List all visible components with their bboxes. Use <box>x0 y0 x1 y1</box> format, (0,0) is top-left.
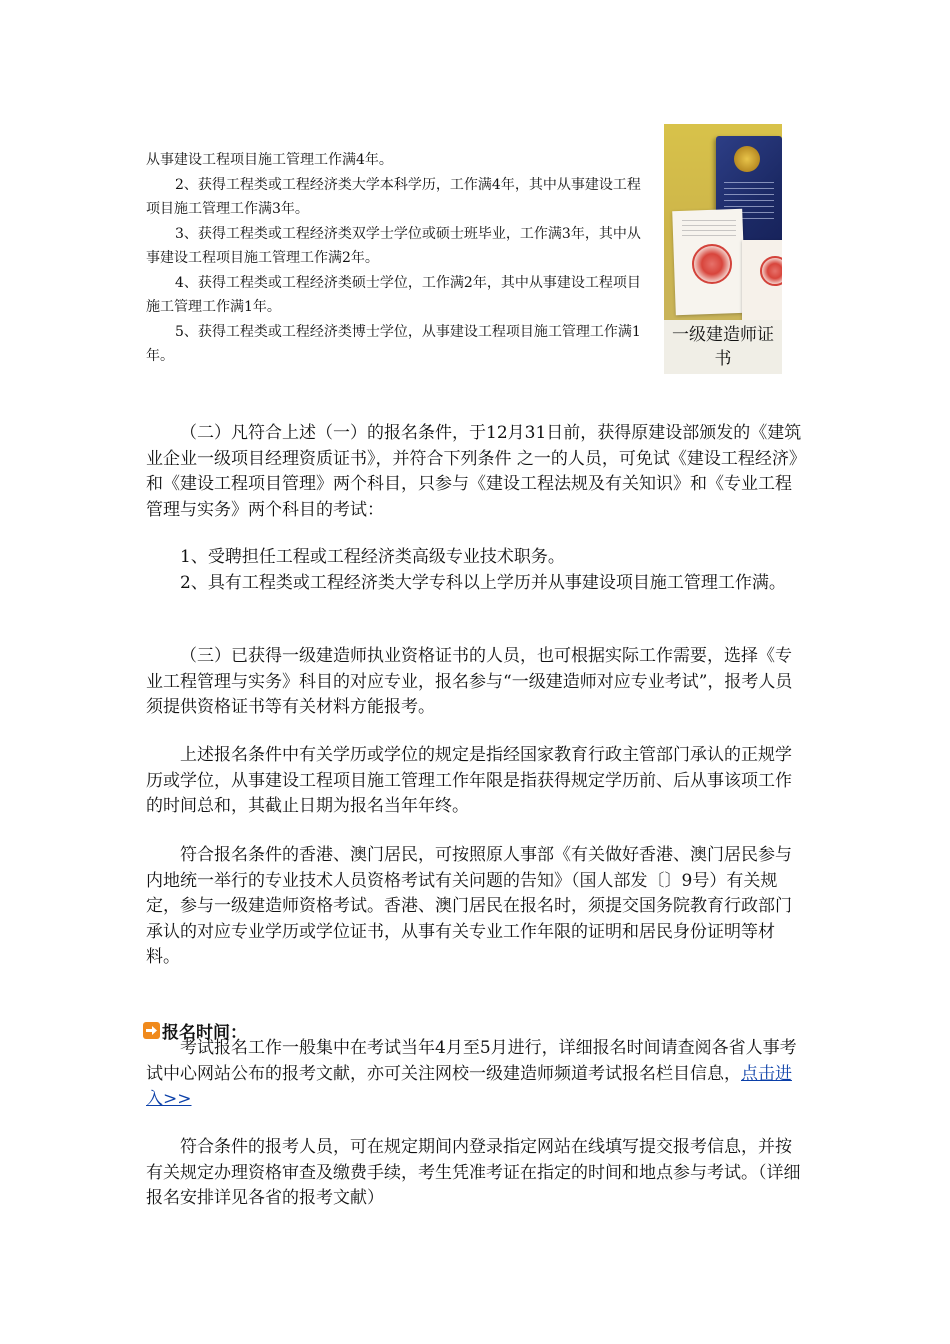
exemption-item-1: 1、受聘担任工程或工程经济类高级专业技术职务。 <box>180 547 565 567</box>
click-enter-link[interactable]: 点击进入>> <box>146 1063 792 1109</box>
red-seal-icon-2 <box>760 256 782 286</box>
certificate-photo-box <box>664 124 782 374</box>
hk-macau-paragraph: 符合报名条件的香港、澳门居民，可按照原人事部《有关做好香港、澳门居民参与内地统一举行的专业技术人员资格考试有关问题的告知》（国人部发〔〕9号）有关规定，参与一级建造师资格考试。香港、澳门居民在报名时，须提交国务院教育行政部门承认的对应专业学历或学位证书，从事有关专业工作年限的证明和居民身份证明等材料。 <box>146 845 792 967</box>
qualification-list <box>146 148 642 369</box>
certificate-photo <box>664 124 782 320</box>
degree-definition-paragraph: 上述报名条件中有关学历或学位的规定是指经国家教育行政主管部门承认的正规学历或学位，从事建设工程项目施工管理工作年限是指获得规定学历前、后从事该项工作的时间总和，其截止日期为报名当年年终。 <box>146 745 792 816</box>
list-item-double-degree: 3、获得工程类或工程经济类双学士学位或硕士班毕业，工作满3年，其中从事建设工程项目施工管理工作满2年。 <box>146 225 641 266</box>
list-item-doctor: 5、获得工程类或工程经济类博士学位，从事建设工程项目施工管理工作满1年。 <box>146 323 641 364</box>
registration-heading-text: 报名时间： <box>162 1023 247 1043</box>
list-item-continuation: 从事建设工程项目施工管理工作满4年。 <box>146 152 393 168</box>
list-item-master: 4、获得工程类或工程经济类硕士学位，工作满2年，其中从事建设工程项目施工管理工作满1年。 <box>146 274 641 315</box>
exemption-paragraph: （二）凡符合上述（一）的报名条件，于12月31日前，获得原建设部颁发的《建筑业企业一级项目经理资质证书》，并符合下列条件 之一的人员，可免试《建设工程经济》和《建设工程项目管理》两个科目，只参与《建设工程法规及有关知识》和《专业工程管理与实务》两个科目的考试： <box>146 423 806 520</box>
third-condition-paragraph: （三）已获得一级建造师执业资格证书的人员，也可根据实际工作需要，选择《专业工程管理与实务》科目的对应专业，报名参与“一级建造师对应专业考试”，报考人员须提供资格证书等有关材料方能报考。 <box>146 646 793 717</box>
national-emblem-icon <box>734 146 760 172</box>
registration-time-paragraph <box>146 1036 806 1113</box>
red-seal-icon <box>692 244 732 284</box>
list-item-bachelor: 2、获得工程类或工程经济类大学本科学历，工作满4年，其中从事建设工程项目施工管理工作满3年。 <box>146 176 641 217</box>
online-registration-paragraph: 符合条件的报考人员，可在规定期间内登录指定网站在线填写提交报考信息，并按有关规定办理资格审查及缴费手续，考生凭准考证在指定的时间和地点参与考试。（详细报名安排详见各省的报考文献） <box>146 1137 801 1208</box>
exemption-item-2: 2、具有工程类或工程经济类大学专科以上学历并从事建设项目施工管理工作满。 <box>180 573 786 593</box>
photo-caption: 一级建造师证书 <box>672 325 774 369</box>
registration-time-text: 考试报名工作一般集中在考试当年4月至5月进行，详细报名时间请查阅各省人事考试中心网站公布的报考文献，亦可关注网校一级建造师频道考试报名栏目信息， <box>146 1038 797 1084</box>
